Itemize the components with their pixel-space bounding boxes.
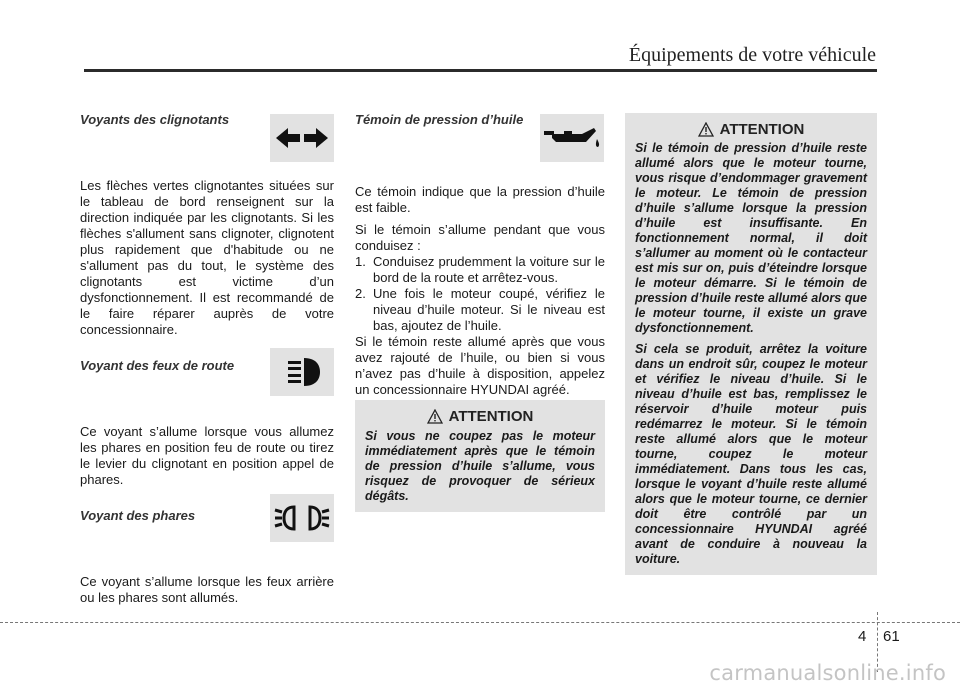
chapter-number: 4	[858, 628, 867, 645]
warning-small-text: Si vous ne coupez pas le moteur immédiatement après que le témoin de pression d’huile s’allume, vous risquez de provoquer de sérieux dégâts.	[365, 429, 595, 503]
oil-pressure-heading: Témoin de pression d’huile	[355, 112, 524, 127]
header-rule	[84, 69, 877, 72]
footer-dashed-rule	[0, 622, 960, 623]
oil-can-icon	[540, 114, 604, 162]
high-beam-body: Ce voyant s’allume lorsque vous allumez les phares en position feu de route ou tirez le levier du clignotant en position appel de phares.	[80, 424, 334, 487]
headlight-body: Ce voyant s’allume lorsque les feux arrière ou les phares sont allumés.	[80, 574, 334, 605]
watermark: carmanualsonline.info	[709, 661, 946, 685]
list-item: 1. Conduisez prudemment la voiture sur le bord de la route et arrêtez-vous.	[355, 254, 605, 285]
headlight-heading: Voyant des phares	[80, 508, 196, 523]
oil-pressure-steps	[355, 254, 605, 334]
turn-signal-body: Les flèches vertes clignotantes situées sur le tableau de bord renseignent sur la direction indiquée par les clignotants. Si les flèches s'allument sans clignoter, clignotent plus rapidement que d'habitude ou ne s'allument pas du tout, le système des clignotants est victime d’un dysfonctionnement. Il est recommandé de le faire réparer auprès de votre concessionnaire.	[80, 178, 334, 337]
warning-large-paragraph-2: Si cela se produit, arrêtez la voiture dans un endroit sûr, coupez le moteur et vérifiez le niveau d’huile. Si le niveau d’huile est bas, remplissez le réservoir d’huile moteur puis redémarrez le moteur. Si le témoin reste allumé alors que le moteur tourne, coupez le moteur immédiatement. Dans tous les cas, lorsque le voyant d’huile reste allumé alors que le moteur tourne, ce dernier doit être contrôlé par un concessionnaire HYUNDAI agréé avant de conduire à nouveau la voiture.	[635, 342, 867, 566]
high-beam-heading: Voyant des feux de route	[80, 358, 235, 373]
oil-pressure-outro: Si le témoin reste allumé après que vous avez rajouté de l’huile, ou bien si vous n’avez pas d’huile à disposition, appelez un concessionnaire HYUNDAI agréé.	[355, 334, 605, 397]
oil-pressure-intro: Ce témoin indique que la pression d’huile est faible.	[355, 184, 605, 215]
headlight-icon	[270, 494, 334, 542]
warning-box-large	[625, 113, 877, 575]
list-item: 2. Une fois le moteur coupé, vérifiez le niveau d’huile moteur. Si le niveau est bas, ajoutez de l’huile.	[355, 286, 605, 333]
warning-heading: ATTENTION	[365, 408, 595, 425]
warning-large-paragraph-1: Si le témoin de pression d’huile reste allumé alors que le moteur tourne, vous risque d’endommager gravement le moteur. Le témoin de pression d’huile s’allume lorsque la pression d’huile est insuffisante. En fonctionnement normal, il doit s’allumer au moment où le contacteur est mis sur on, puis d’éteindre lorsque le moteur démarre. Si le témoin de pression d’huile reste allumé alors que le moteur tourne, il existe un grave dysfonctionnement.	[635, 141, 867, 335]
high-beam-icon	[270, 348, 334, 396]
warning-heading: ATTENTION	[635, 121, 867, 138]
page-header-title: Équipements de votre véhicule	[628, 44, 876, 66]
warning-triangle-icon	[427, 409, 443, 424]
turn-signal-arrows-icon	[270, 114, 334, 162]
page-number: 61	[883, 628, 900, 645]
oil-pressure-condition: Si le témoin s’allume pendant que vous conduisez :	[355, 222, 605, 253]
warning-triangle-icon	[698, 122, 714, 137]
warning-box-small	[355, 400, 605, 512]
turn-signal-heading: Voyants des clignotants	[80, 112, 230, 127]
